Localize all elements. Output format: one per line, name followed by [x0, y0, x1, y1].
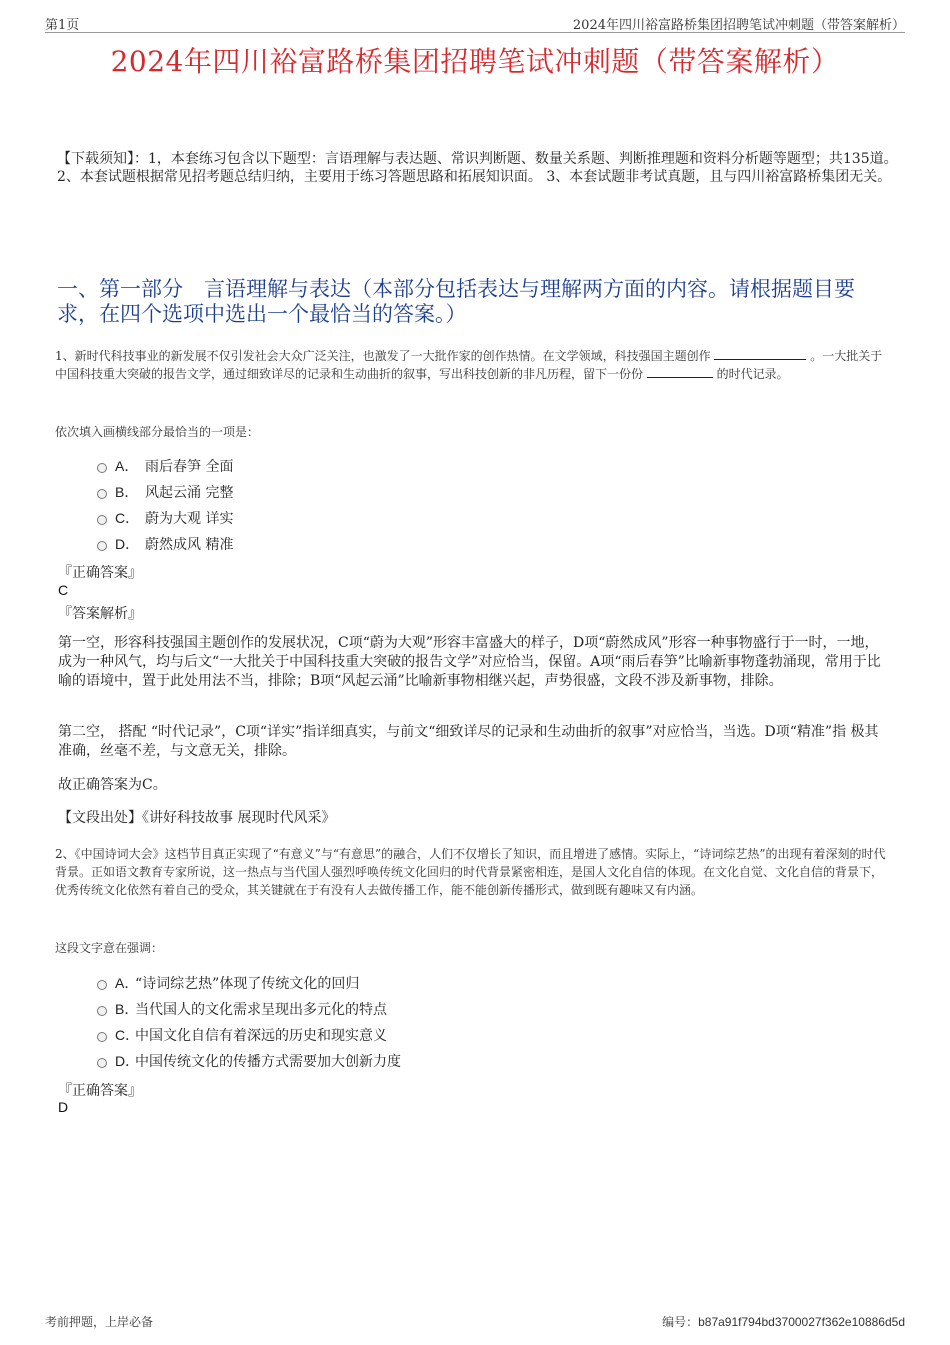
question-1-text-part-c: 的时代记录。	[716, 367, 789, 381]
question-1-source: 【文段出处】《讲好科技故事 展现时代风采》	[58, 810, 336, 826]
question-1-text-part-b: 。一大批关于中国科技重大突破的报告文学，通过细致详尽的记录和生动曲折的叙事，写出科技创新的非凡历程，留下一份份	[55, 349, 883, 381]
question-2-option-a[interactable]	[97, 973, 359, 993]
option-letter: C．	[115, 510, 140, 526]
question-2-text: 2、《中国诗词大会》这档节目真正实现了“有意义”与“有意思”的融合，人们不仅增长了知识，而且增进了感情。实际上，“诗词综艺热”的出现有着深刻的时代背景。正如语文教育专家所说，这一热点与当代国人强烈呼唤传统文化回归的时代背景紧密相连，是国人文化自信的体现。在文化自觉、文化自信的背景下，优秀传统文化依然有着自己的受众，其关键就在于有没有人去做传播工作，能不能创新传播形式，做到既有趣味又有内涵。	[55, 847, 886, 897]
question-1-answer-label: 『正确答案』	[58, 565, 142, 581]
question-2-option-d[interactable]	[97, 1051, 401, 1071]
fill-blank-2	[647, 365, 713, 378]
option-text: “诗词综艺热”体现了传统文化的回归	[135, 976, 360, 992]
radio-icon[interactable]	[97, 515, 107, 525]
footer-code-value: b87a91f794bd3700027f362e10886d5d	[698, 1315, 905, 1329]
question-1-text	[55, 347, 890, 383]
question-1-option-b[interactable]	[97, 482, 233, 502]
option-letter: C．	[115, 1027, 140, 1043]
radio-icon[interactable]	[97, 489, 107, 499]
section-title: 一、第一部分 言语理解与表达（本部分包括表达与理解两方面的内容。请根据题目要求，在四个选项中选出一个最恰当的答案。）	[57, 277, 855, 326]
option-letter: B．	[115, 1001, 139, 1017]
question-2-answer-label: 『正确答案』	[58, 1083, 142, 1099]
analysis-conclusion: 故正确答案为C。	[58, 777, 167, 793]
question-2-option-c[interactable]	[97, 1025, 387, 1045]
page-number: 第1页	[45, 18, 80, 33]
option-letter: D．	[115, 1053, 140, 1069]
fill-blank-1	[714, 347, 806, 360]
question-1-answer: C	[58, 582, 69, 598]
page-header	[45, 14, 905, 33]
option-letter: B．	[115, 484, 139, 500]
header-doc-title: 2024年四川裕富路桥集团招聘笔试冲刺题（带答案解析）	[572, 18, 905, 33]
question-1-analysis-label: 『答案解析』	[58, 606, 142, 622]
option-text: 蔚为大观 详实	[145, 511, 234, 527]
question-1-prompt: 依次填入画横线部分最恰当的一项是：	[55, 425, 260, 439]
question-1-option-d[interactable]	[97, 534, 233, 554]
radio-icon[interactable]	[97, 1032, 107, 1042]
footer-code-label: 编号：	[662, 1315, 699, 1329]
question-1-option-c[interactable]	[97, 508, 233, 528]
radio-icon[interactable]	[97, 463, 107, 473]
analysis-paragraph-2: 第二空， 搭配 “时代记录”，C项“详实”指详细真实，与前文“细致详尽的记录和生动曲折的叙事”对应恰当，当选。D项“精准”指 极其准确，丝毫不差，与文意无关，排除。	[58, 724, 879, 759]
option-letter: A．	[115, 975, 139, 991]
option-text: 当代国人的文化需求呈现出多元化的特点	[135, 1002, 387, 1018]
question-2-answer: D	[58, 1099, 69, 1115]
option-text: 中国传统文化的传播方式需要加大创新力度	[135, 1054, 401, 1070]
question-1-option-a[interactable]	[97, 456, 233, 476]
option-letter: A．	[115, 458, 139, 474]
question-2-option-b[interactable]	[97, 999, 387, 1019]
option-text: 风起云涌 完整	[145, 485, 234, 501]
option-text: 蔚然成风 精准	[145, 537, 234, 553]
radio-icon[interactable]	[97, 980, 107, 990]
option-text: 中国文化自信有着深远的历史和现实意义	[135, 1028, 387, 1044]
footer-slogan: 考前押题，上岸必备	[45, 1315, 154, 1329]
radio-icon[interactable]	[97, 1006, 107, 1016]
option-letter: D．	[115, 536, 140, 552]
analysis-paragraph-1: 第一空，形容科技强国主题创作的发展状况，C项“蔚为大观”形容丰富盛大的样子，D项“蔚然成风”形容一种事物盛行于一时，一地，成为一种风气，均与后文“一大批关于中国科技重大突破的报告文学”对应恰当，保留。A项“雨后春笋”比喻新事物蓬勃涌现，常用于比喻的语境中，置于此处用法不当，排除；B项“风起云涌”比喻新事物相继兴起，声势很盛，文段不涉及新事物，排除。	[58, 635, 881, 689]
footer-code	[662, 1313, 905, 1330]
radio-icon[interactable]	[97, 541, 107, 551]
document-title: 2024年四川裕富路桥集团招聘笔试冲刺题（带答案解析）	[110, 45, 840, 78]
question-2-prompt: 这段文字意在强调：	[55, 941, 164, 955]
download-notice: 【下载须知】：1，本套练习包含以下题型：言语理解与表达题、常识判断题、数量关系题、判断推理题和资料分析题等题型；共135道。 2、本套试题根据常见招考题总结归纳，主要用于练习答题思路和拓展知识面。 3、本套试题非考试真题，且与四川裕富路桥集团无关。	[57, 151, 898, 185]
option-text: 雨后春笋 全面	[145, 459, 234, 475]
question-1-text-part-a: 1、新时代科技事业的新发展不仅引发社会大众广泛关注，也激发了一大批作家的创作热情。在文学领域，科技强国主题创作	[55, 349, 711, 363]
radio-icon[interactable]	[97, 1058, 107, 1068]
